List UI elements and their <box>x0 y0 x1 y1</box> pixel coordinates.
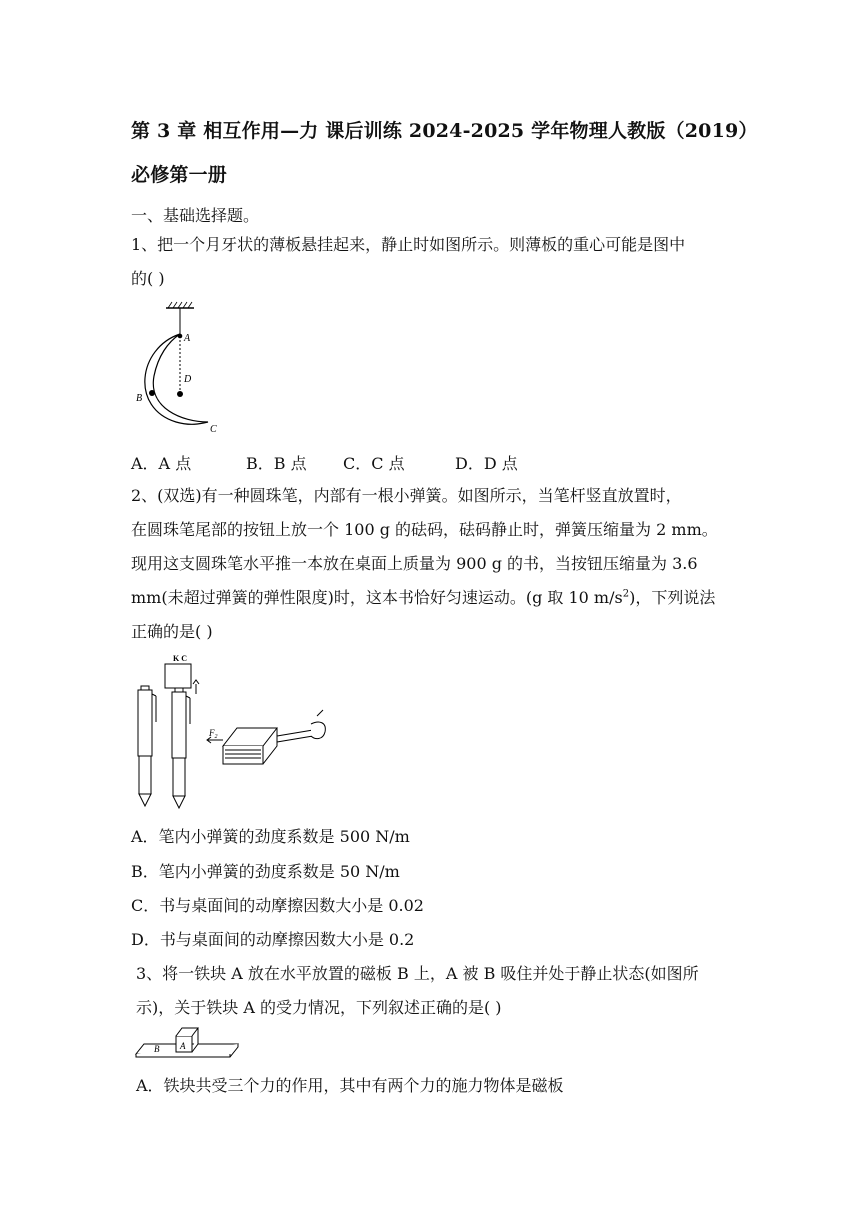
q3-magnet-figure <box>134 1024 244 1058</box>
q1-label-c: C <box>210 424 217 435</box>
q1-option-a: A．A 点 <box>131 454 192 473</box>
q1-crescent-figure <box>128 298 238 440</box>
q1-label-a: A <box>184 333 191 344</box>
q2-text-line3: 现用这支圆珠笔水平推一本放在桌面上质量为 900 g 的书，当按钮压缩量为 3.6 <box>131 554 698 573</box>
q1-label-b: B <box>136 393 143 404</box>
q1-label-d: D <box>184 374 192 385</box>
q2-text-line5: 正确的是( ) <box>131 622 213 641</box>
q3-option-a: A．铁块共受三个力的作用，其中有两个力的施力物体是磁板 <box>136 1076 564 1095</box>
svg-text:K C: K C <box>173 654 187 663</box>
q3-text-line1: 3、将一铁块 A 放在水平放置的磁板 B 上，A 被 B 吸住并处于静止状态(如图所 <box>136 964 699 983</box>
q3-text-line2: 示)，关于铁块 A 的受力情况，下列叙述正确的是( ) <box>136 998 502 1017</box>
q2-pen-figure <box>135 650 335 812</box>
q2-option-d: D．书与桌面间的动摩擦因数大小是 0.2 <box>131 930 415 949</box>
q1-text-line2: 的( ) <box>131 269 165 288</box>
q2-label-f: $F_2$ <box>209 728 218 740</box>
q3-label-a: A <box>180 1041 186 1051</box>
document-title-line2: 必修第一册 <box>131 164 228 186</box>
document-title-line1: 第 3 章 相互作用—力 课后训练 2024-2025 学年物理人教版（2019） <box>131 120 758 142</box>
section-heading: 一、基础选择题。 <box>131 206 260 225</box>
q1-option-d: D．D 点 <box>455 454 518 473</box>
q2-text-line4: mm(未超过弹簧的弹性限度)时，这本书恰好匀速运动。(g 取 10 $m/s^2$)，下列说法 <box>131 588 716 607</box>
q2-option-b: B．笔内小弹簧的劲度系数是 50 N/m <box>131 862 400 881</box>
q2-option-a: A．笔内小弹簧的劲度系数是 500 N/m <box>131 827 410 846</box>
q2-option-c: C．书与桌面间的动摩擦因数大小是 0.02 <box>131 896 424 915</box>
q2-text-line1: 2、(双选)有一种圆珠笔，内部有一根小弹簧。如图所示，当笔杆竖直放置时， <box>131 486 682 505</box>
q3-label-b: B <box>154 1044 160 1054</box>
q2-text-line2: 在圆珠笔尾部的按钮上放一个 100 g 的砝码，砝码静止时，弹簧压缩量为 2 mm。 <box>131 520 718 539</box>
q1-option-b: B．B 点 <box>246 454 307 473</box>
q1-text-line1: 1、把一个月牙状的薄板悬挂起来，静止时如图所示。则薄板的重心可能是图中 <box>131 235 686 254</box>
q1-option-c: C．C 点 <box>343 454 405 473</box>
